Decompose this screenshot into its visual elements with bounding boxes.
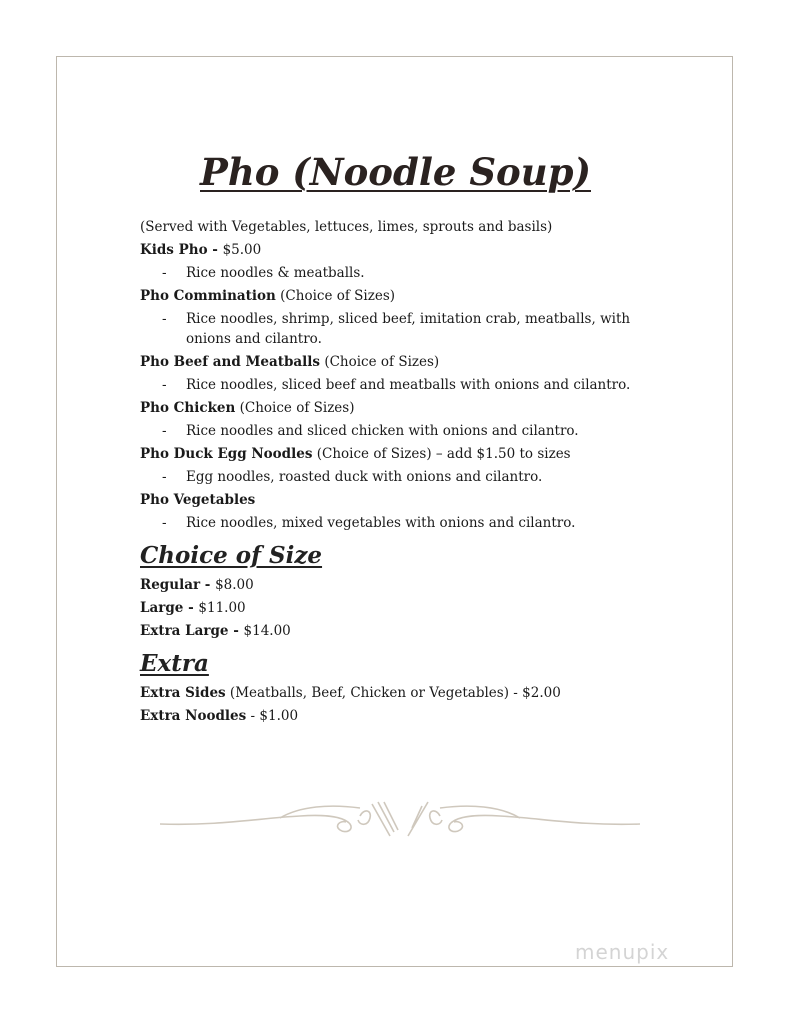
item-description-text: Rice noodles, shrimp, sliced beef, imitation crab, meatballs, with onions and cilantro. [186, 311, 631, 347]
size-item [140, 575, 660, 595]
item-description-text: Egg noodles, roasted duck with onions and cilantro. [186, 469, 543, 485]
watermark: menupix [575, 940, 670, 964]
item-description-text: Rice noodles, mixed vegetables with onions and cilantro. [186, 515, 576, 531]
size-heading: Choice of Size [140, 542, 323, 569]
item-detail: (Choice of Sizes) [320, 354, 440, 370]
item-name: Kids Pho - [140, 242, 223, 258]
item-description [140, 375, 660, 395]
dash-bullet: - [162, 377, 167, 393]
served-note: (Served with Vegetables, lettuces, limes, sprouts and basils) [140, 219, 553, 235]
item-detail: (Choice of Sizes) [235, 400, 355, 416]
extra-price: (Meatballs, Beef, Chicken or Vegetables) - $2.00 [225, 685, 561, 701]
extra-item [140, 706, 660, 726]
menu-content [140, 217, 660, 729]
item-description-text: Rice noodles and sliced chicken with onions and cilantro. [186, 423, 579, 439]
item-description [140, 263, 660, 283]
dash-bullet: - [162, 515, 167, 531]
item-description [140, 467, 660, 487]
item-description-text: Rice noodles, sliced beef and meatballs with onions and cilantro. [186, 377, 631, 393]
page-title: Pho (Noodle Soup) [200, 150, 591, 194]
item-name: Pho Vegetables [140, 492, 256, 508]
item-name: Pho Duck Egg Noodles [140, 446, 313, 462]
item-description-text: Rice noodles & meatballs. [186, 265, 365, 281]
item-name: Pho Chicken [140, 400, 236, 416]
item-description [140, 309, 660, 349]
extra-heading: Extra [140, 650, 209, 677]
menu-item [140, 286, 660, 306]
menu-item [140, 398, 660, 418]
dash-bullet: - [162, 311, 167, 327]
size-price: $8.00 [215, 577, 254, 593]
dash-bullet: - [162, 265, 167, 281]
size-name: Extra Large - [140, 623, 244, 639]
item-detail: (Choice of Sizes) [275, 288, 396, 304]
size-name: Regular - [140, 577, 216, 593]
extra-list [140, 683, 660, 726]
item-name: Pho Commination [140, 288, 276, 304]
item-description [140, 421, 660, 441]
extra-item [140, 683, 660, 703]
item-detail: $5.00 [222, 242, 262, 258]
menu-item [140, 490, 660, 510]
size-name: Large - [140, 600, 199, 616]
size-price: $11.00 [198, 600, 246, 616]
fork-knife-ornament-icon [160, 796, 640, 846]
pho-list [140, 240, 660, 533]
dash-bullet: - [162, 423, 167, 439]
extra-name: Extra Noodles [140, 708, 247, 724]
item-description [140, 513, 660, 533]
extra-name: Extra Sides [140, 685, 226, 701]
item-detail: (Choice of Sizes) – add $1.50 to sizes [312, 446, 571, 462]
menu-item [140, 240, 660, 260]
extra-price: - $1.00 [246, 708, 299, 724]
menu-item [140, 352, 660, 372]
item-name: Pho Beef and Meatballs [140, 354, 321, 370]
size-item [140, 598, 660, 618]
dash-bullet: - [162, 469, 167, 485]
size-item [140, 621, 660, 641]
size-list [140, 575, 660, 641]
size-price: $14.00 [243, 623, 291, 639]
menu-item [140, 444, 660, 464]
